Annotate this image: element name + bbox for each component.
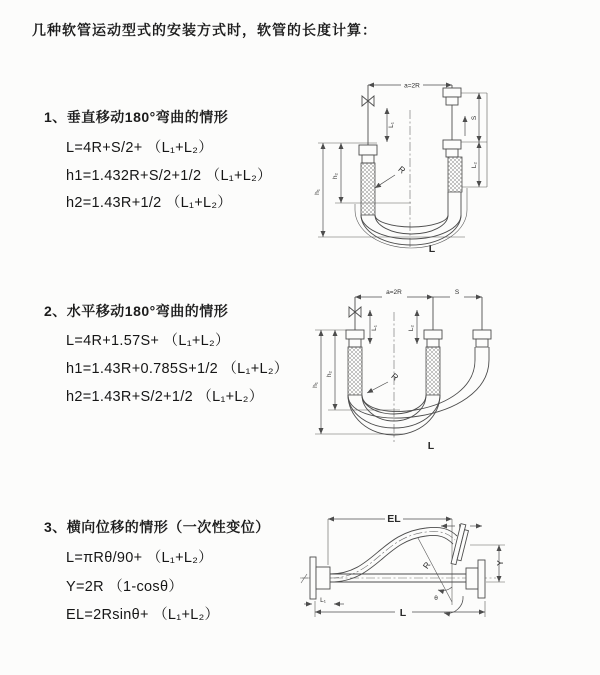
section-3-formula-y: Y=2R （1-cosθ）	[66, 579, 184, 595]
tilted-flange	[451, 524, 470, 566]
dim-label-y: Y	[495, 560, 505, 566]
dim-label-h1: h₁	[314, 189, 321, 195]
dim-label-h1: h₁	[312, 382, 319, 388]
section-2-heading: 2、水平移动180°弯曲的情形	[44, 303, 229, 319]
dim-label-s: S	[454, 289, 460, 296]
hose-assembly	[302, 524, 496, 599]
dim-label-el: EL	[387, 513, 401, 525]
dim-label-length: L	[427, 440, 435, 452]
dim-label-l1: L₁	[371, 325, 378, 331]
section-3-formula-el: EL=2Rsinθ+ （L₁+L₂）	[66, 607, 220, 623]
dim-label-l1: L₁	[320, 597, 326, 604]
dim-label-h2: h₂	[326, 370, 333, 378]
centerline-break-icon	[300, 574, 308, 583]
section-3-heading: 3、横向位移的情形（一次性变位）	[44, 519, 270, 535]
section-3-formula-l: L=πRθ/90+ （L₁+L₂）	[66, 550, 213, 566]
hose-assembly	[355, 82, 467, 248]
section-1-formula-h2: h2=1.43R+1/2 （L₁+L₂）	[66, 195, 233, 211]
dim-label-l2: L₂	[408, 324, 415, 332]
dim-label-r: R	[389, 370, 401, 383]
page-title: 几种软管运动型式的安装方式时，软管的长度计算：	[32, 22, 377, 38]
diagram-horizontal-180-bend	[310, 282, 600, 455]
dim-label-a2r: a=2R	[404, 82, 420, 90]
section-2-formula-h1: h1=1.43R+0.785S+1/2 （L₁+L₂）	[66, 361, 289, 377]
dimension-lines	[300, 513, 505, 619]
dim-label-h2: h₂	[332, 172, 339, 180]
dim-label-a2r: a=2R	[386, 289, 402, 296]
section-1-formula-h1: h1=1.432R+S/2+1/2 （L₁+L₂）	[66, 168, 272, 184]
diagram-lateral-offset	[300, 505, 600, 640]
dim-label-r: R	[396, 163, 408, 176]
dim-label-theta: θ	[434, 595, 438, 602]
hose-assembly	[346, 297, 491, 442]
section-2-formula-l: L=4R+1.57S+ （L₁+L₂）	[66, 333, 230, 349]
section-1-heading: 1、垂直移动180°弯曲的情形	[44, 109, 229, 125]
dim-label-length: L	[428, 243, 436, 255]
section-2-formula-h2: h2=1.43R+S/2+1/2 （L₁+L₂）	[66, 389, 264, 405]
dim-label-length: L	[399, 607, 407, 619]
section-1-formula-l: L=4R+S/2+ （L₁+L₂）	[66, 140, 214, 156]
dim-label-l1: L₁	[388, 122, 395, 128]
dim-label-r: R	[420, 559, 433, 571]
dim-label-l2: L₂	[471, 161, 478, 169]
dim-label-s: S	[471, 115, 478, 121]
diagram-vertical-180-bend	[315, 72, 591, 258]
